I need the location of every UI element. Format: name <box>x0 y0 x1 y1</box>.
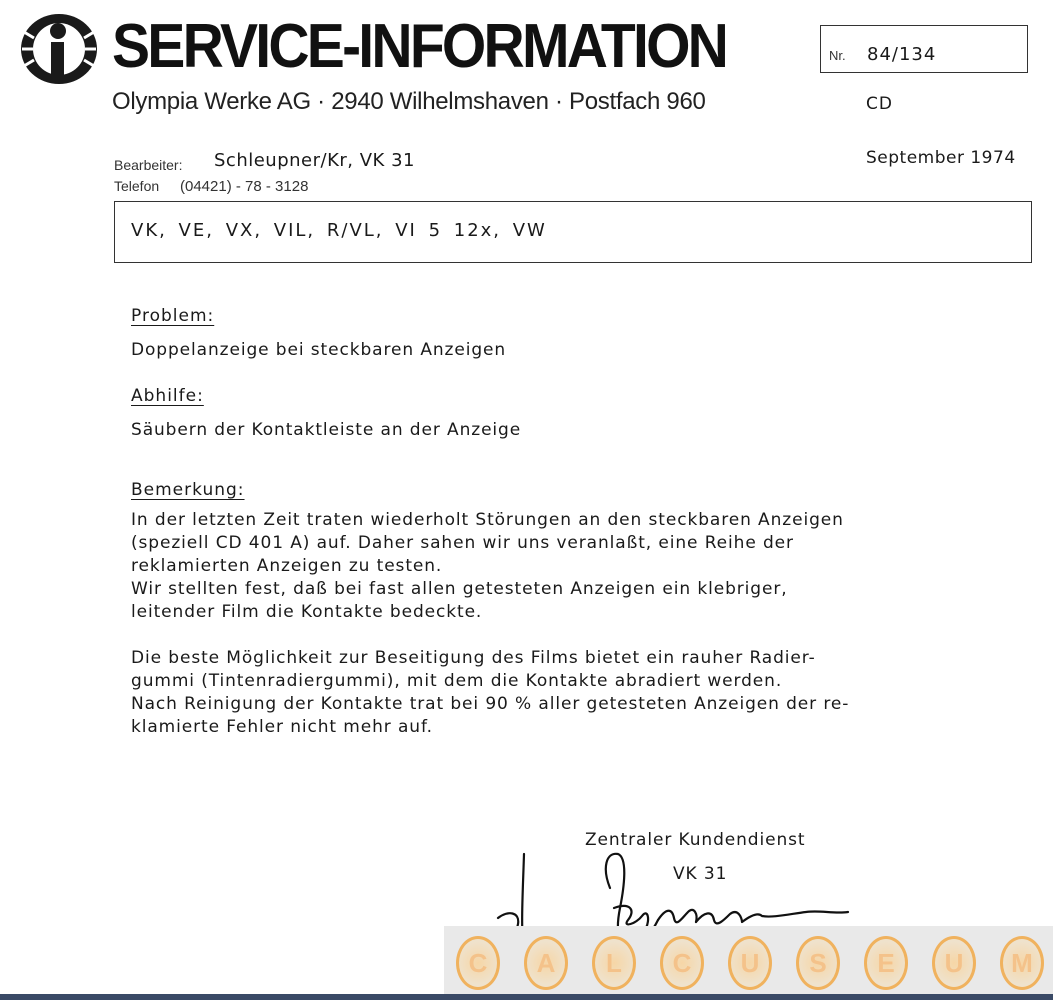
olympia-logo-icon <box>18 12 100 86</box>
category-code: CD <box>866 94 893 114</box>
remark-line: Nach Reinigung der Kontakte trat bei 90 % aller getesteten Anzeigen der re- <box>131 694 850 714</box>
remark-line: Die beste Möglichkeit zur Beseitigung des Films bietet ein rauher Radier- <box>131 648 816 668</box>
document-number-value: 84/134 <box>867 44 937 65</box>
department-name: Zentraler Kundendienst <box>585 830 806 850</box>
remark-line: Wir stellten fest, daß bei fast allen getesteten Anzeigen ein klebriger, <box>131 579 788 599</box>
watermark-letter: L <box>592 936 636 990</box>
problem-heading: Problem: <box>131 306 215 326</box>
editor-label: Bearbeiter: <box>114 157 183 173</box>
document-number-box <box>820 25 1028 73</box>
calcuseum-watermark <box>444 926 1053 1000</box>
remark-line: In der letzten Zeit traten wiederholt Störungen an den steckbaren Anzeigen <box>131 510 844 530</box>
editor-value: Schleupner/Kr, VK 31 <box>214 150 415 171</box>
remedy-text: Säubern der Kontaktleiste an der Anzeige <box>131 420 522 440</box>
watermark-letter: A <box>524 936 568 990</box>
phone-label: Telefon <box>114 178 160 194</box>
remark-line: leitender Film die Kontakte bedeckte. <box>131 602 483 622</box>
watermark-letter: C <box>456 936 500 990</box>
bottom-edge-bar <box>0 994 1053 1000</box>
watermark-letter: M <box>1000 936 1044 990</box>
models-box <box>114 201 1032 263</box>
watermark-letter: U <box>728 936 772 990</box>
remark-line: reklamierten Anzeigen zu testen. <box>131 556 443 576</box>
watermark-letter: E <box>864 936 908 990</box>
remark-line: gummi (Tintenradiergummi), mit dem die Kontakte abradiert werden. <box>131 671 783 691</box>
watermark-letter: U <box>932 936 976 990</box>
affected-models: VK, VE, VX, VIL, R/VL, VI 5 12x, VW <box>131 220 547 241</box>
problem-text: Doppelanzeige bei steckbaren Anzeigen <box>131 340 507 360</box>
remark-heading: Bemerkung: <box>131 480 245 500</box>
phone-value: (04421) - 78 - 3128 <box>180 178 309 195</box>
document-date: September 1974 <box>866 148 1016 168</box>
watermark-letter: C <box>660 936 704 990</box>
remark-line: klamierte Fehler nicht mehr auf. <box>131 717 433 737</box>
document-number-label: Nr. <box>829 48 846 63</box>
remedy-heading: Abhilfe: <box>131 386 204 406</box>
document-title: SERVICE-INFORMATION <box>112 12 727 81</box>
department-unit: VK 31 <box>673 864 728 884</box>
remark-line: (speziell CD 401 A) auf. Daher sahen wir uns veranlaßt, eine Reihe der <box>131 533 794 553</box>
watermark-letter: S <box>796 936 840 990</box>
company-address: Olympia Werke AG · 2940 Wilhelmshaven · Postfach 960 <box>112 88 706 115</box>
